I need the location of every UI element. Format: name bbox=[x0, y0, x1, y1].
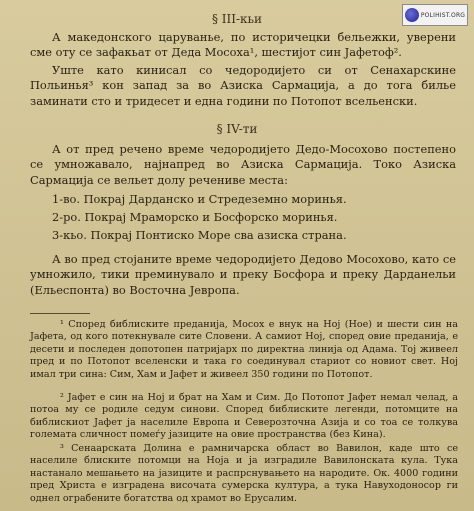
paragraph-3: А от пред речено време чедородијето Дедо-Мосохово постепено се умножавало, најнапред во Азиска Сармација. Токо Азиска Сармација се вельет долу речениве места: bbox=[30, 142, 456, 187]
footnote-3: ³ Сенаарската Долина е рамничарска област во Вавилон, каде што се населиле блиските потомци на Нојa и ја изградиле Вавилонската кула. Тука настанало мешањето на јазиците и распрснувањето на народите. Ок. 4000 години пред Христа е изградена височата сумерска култура, а тука Навуходоносор ги однел ограбените богатства од храмот во Ерусалим. bbox=[30, 443, 458, 504]
site-logo-text: POLIHIST.ORG bbox=[420, 11, 466, 19]
list-item: 3-кьо. Покрај Понтиско Море сва азиска страна. bbox=[52, 228, 347, 242]
footnote-2: ² Јафет е син на Ној и брат на Хам и Сим. До Потопот Јафет немал челад, а потоа му се родиле седум синови. Според библиските легенди, потомците на библискиот Јафет ја населиле Европа и Северозточна Азија и со тоа се толкува големата сличност помеѓу јазиците на овие пространства (без Кина). bbox=[30, 392, 458, 441]
section-heading-4: § IV-ти bbox=[216, 122, 258, 136]
section-heading-3: § III-кьи bbox=[211, 12, 263, 26]
list-item: 2-ро. Покрај Мраморско и Босфорско моринья. bbox=[52, 210, 338, 224]
footnote-1: ¹ Според библиските преданија, Мосох е внук на Ној (Ное) и шести син на Јафета, од кого потекнувале сите Словени. А самиот Ној, според овие преданија, е десети и последен допотопен патријарх по директна линија од Адама. Тој живеел пред и по Потопот вселенски и така го соединувал стариот со новиот свет. Ној имал три сина: Сим, Хам и Јафет и живеел 350 години по Потопот. bbox=[30, 319, 458, 380]
paragraph-1: А македонского царуванье, по историчецки бельежки, уверени сме оту се зафакьат от Деда Мосоха¹, шестијот син Јафетоф². bbox=[30, 30, 456, 60]
paragraph-2: Уште като кинисал со чедородијето си от Сенахарскине Польинья³ кон запад за во Азиска Сармација, а до тога билье заминати сто и тридесет и една години по Потопот всельенски. bbox=[30, 63, 456, 108]
paragraph-4: А во пред стојаните време чедородијето Дедово Мосохово, като се умножило, тики преминувало и преку Босфора и преку Дарданельи (Ельеспонта) во Восточна Јевропа. bbox=[30, 252, 456, 297]
footnote-divider bbox=[30, 313, 90, 314]
list-item: 1-во. Покрај Дарданско и Стредеземно моринья. bbox=[52, 192, 347, 206]
